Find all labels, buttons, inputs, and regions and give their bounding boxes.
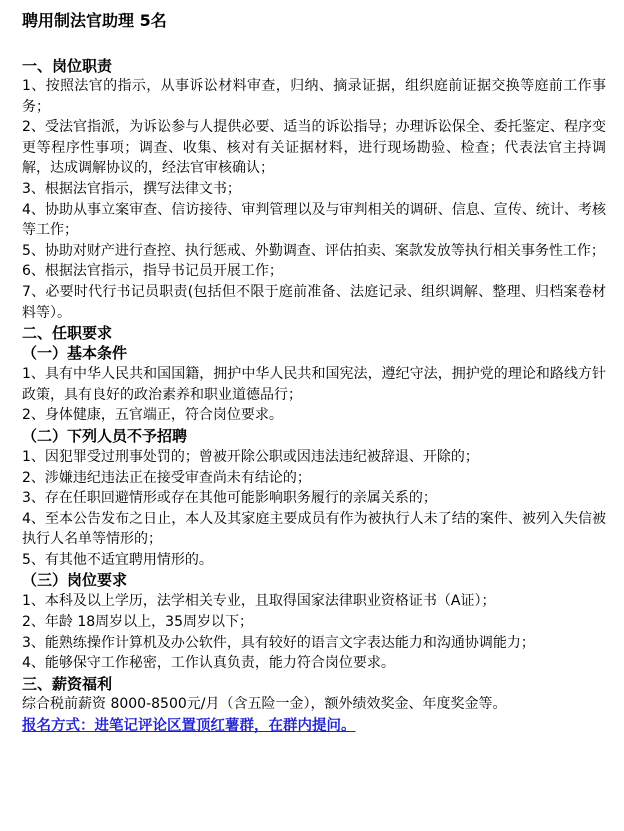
posting-title: 聘用制法官助理 5名 <box>22 11 167 30</box>
list-item: 6、根据法官指示，指导书记员开展工作； <box>22 263 283 280</box>
section-duties-heading: 一、岗位职责 <box>22 57 113 75</box>
list-item: 5、有其他不适宜聘用情形的。 <box>22 551 213 568</box>
list-item: 4、能够保守工作秘密，工作认真负责，能力符合岗位要求。 <box>22 655 395 672</box>
list-item: 2、年龄 18周岁以上，35周岁以下； <box>22 614 253 631</box>
list-item: 1、具有中华人民共和国国籍，拥护中华人民共和国宪法，遵纪守法，拥护党的理论和路线方针政策，具有良好的政治素养和职业道德品行； <box>22 366 606 403</box>
position-requirements-list <box>22 591 606 673</box>
basic-conditions-heading: （一）基本条件 <box>22 344 128 363</box>
list-item: 1、按照法官的指示，从事诉讼材料审查，归纳、摘录证据，组织庭前证据交换等庭前工作事务； <box>22 78 606 115</box>
section-salary-heading: 三、薪资福利 <box>22 674 113 693</box>
list-item: 1、本科及以上学历，法学相关专业，且取得国家法律职业资格证书（A证）； <box>22 593 496 610</box>
job-posting-document <box>22 10 606 737</box>
section-requirements-heading: 二、任职要求 <box>22 324 113 343</box>
list-item: 3、存在任职回避情形或存在其他可能影响职务履行的亲属关系的； <box>22 490 437 507</box>
list-item: 3、能熟练操作计算机及办公软件，具有较好的语言文字表达能力和沟通协调能力； <box>22 634 535 651</box>
list-item: 7、必要时代行书记员职责(包括但不限于庭前准备、法庭记录、组织调解、整理、归档案卷材料等）。 <box>22 283 606 321</box>
exclusions-heading: （二）下列人员不予招聘 <box>22 426 188 445</box>
list-item: 4、至本公告发布之日止，本人及其家庭主要成员有作为被执行人未了结的案件、被列入失信被执行人名单等情形的； <box>22 510 606 548</box>
list-item: 2、涉嫌违纪违法正在接受审查尚未有结论的； <box>22 469 311 486</box>
basic-conditions-list <box>22 364 606 426</box>
duties-list <box>22 76 606 323</box>
list-item: 5、协助对财产进行查控、执行惩戒、外勤调查、评估拍卖、案款发放等执行相关事务性工作； <box>22 242 605 259</box>
exclusions-list <box>22 447 606 571</box>
signup-link[interactable]: 报名方式：进笔记评论区置顶红薯群，在群内提问。 <box>22 717 356 734</box>
list-item: 2、受法官指派，为诉讼参与人提供必要、适当的诉讼指导；办理诉讼保全、委托鉴定、程序变更等程序性事项；调查、收集、核对有关证据材料，进行现场勘验、检查；代表法官主持调解，达成调解协议的，经法官审核确认； <box>22 119 606 177</box>
salary-text: 综合税前薪资 8000-8500元/月（含五险一金），额外绩效奖金、年度奖金等。 <box>22 695 507 712</box>
list-item: 2、身体健康，五官端正，符合岗位要求。 <box>22 407 283 424</box>
position-requirements-heading: （三）岗位要求 <box>22 571 128 590</box>
list-item: 1、因犯罪受过刑事处罚的；曾被开除公职或因违法违纪被辞退、开除的； <box>22 448 479 465</box>
list-item: 4、协助从事立案审查、信访接待、审判管理以及与审判相关的调研、信息、宣传、统计、考核等工作； <box>22 201 606 239</box>
spacer <box>22 32 606 56</box>
list-item: 3、根据法官指示，撰写法律文书； <box>22 180 241 197</box>
